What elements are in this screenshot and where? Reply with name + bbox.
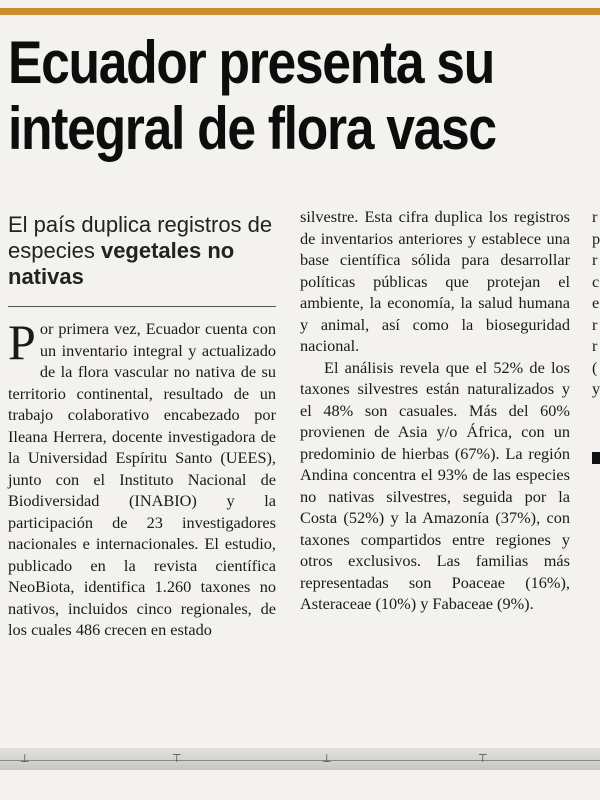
- subhead-bold-text: vegetales no nativas: [8, 238, 235, 289]
- drop-cap: P: [8, 314, 36, 370]
- col3-line: r: [592, 207, 598, 226]
- headline: [8, 30, 600, 162]
- crop-mark: ⊤: [172, 753, 182, 765]
- col3-line: c: [592, 271, 600, 291]
- paragraph-2: El análisis revela que el 52% de los taxones silvestres están naturalizados y el 48% son casuales. Más del 60% provienen de Asia y/o África, con un predominio de hierbas (67%). La región Andina concentra el 93% de las especies no nativas silvestres, seguida por la Costa (52%) y la Amazonía (37%), con taxones compartidos entre regiones y otros exclusivos. Las familias más representadas son Poaceae (16%), Asteraceae (10%) y Fabaceae (9%).: [300, 357, 570, 613]
- bottom-margin-strip: [0, 748, 600, 770]
- article-column-3-fragment: [592, 206, 600, 400]
- top-color-rule: [0, 8, 600, 15]
- subhead-plain-text: El país duplica registros de especies: [8, 212, 273, 263]
- col3-line: (: [592, 357, 598, 377]
- col3-line: p: [592, 228, 600, 248]
- col3-line: y: [592, 379, 600, 398]
- article-column-2: [300, 206, 570, 615]
- subhead-divider: [8, 306, 276, 307]
- col3-line: r: [592, 314, 598, 334]
- crop-mark: ⊥: [20, 753, 30, 765]
- bottom-rule: [0, 760, 600, 761]
- crop-mark: ⊤: [478, 753, 488, 765]
- article-column-1: [8, 314, 276, 641]
- paragraph-1: [8, 314, 276, 641]
- paragraph-1-text: or primera vez, Ecuador cuenta con un inventario integral y actualizado de la flora vascular no nativa de su territorio continental, resultado de un trabajo colaborativo encabezado por Ileana Herrera, docente investigadora de la Universidad Espíritu Santo (UEES), junto con el Instituto Nacional de Biodiversidad (INABIO) y la participación de 23 investigadores nacionales e internacionales. El estudio, publicado en la revista científica NeoBiota, identifica 1.260 taxones no nativos, incluidos cinco regionales, de los cuales 486 crecen en estado: [8, 319, 276, 639]
- col3-line: r: [592, 336, 598, 355]
- col3-line: e: [592, 293, 600, 312]
- paragraph-1-continued: silvestre. Esta cifra duplica los registros de inventarios anteriores y establece una base científica sólida para desarrollar políticas públicas que protejan el ambiente, la economía, la salud humana y animal, así como la bioseguridad nacional.: [300, 207, 570, 355]
- subheadline: [8, 212, 280, 290]
- col3-line: r: [592, 250, 598, 269]
- section-marker: [592, 452, 600, 464]
- headline-line-1: Ecuador presenta su: [8, 29, 494, 96]
- crop-mark: ⊥: [322, 753, 332, 765]
- headline-line-2: integral de flora vasc: [8, 95, 496, 162]
